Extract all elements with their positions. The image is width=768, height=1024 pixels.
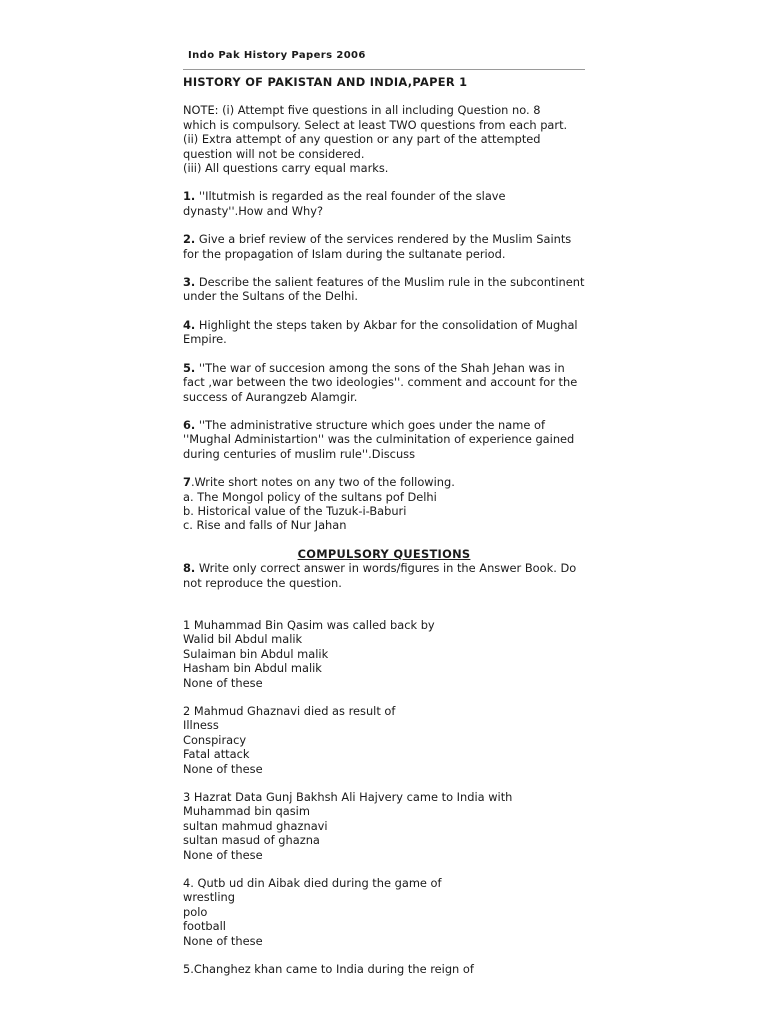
note-line: NOTE: (i) Attempt five questions in all including Question no. 8 xyxy=(183,103,541,118)
question-number: 6. xyxy=(183,417,196,432)
note-line: question will not be considered. xyxy=(183,146,365,161)
note-line: which is compulsory. Select at least TWO questions from each part. xyxy=(183,117,568,132)
question-6 xyxy=(183,418,585,461)
mcq-option: Hasham bin Abdul malik xyxy=(183,661,322,676)
paper-title: HISTORY OF PAKISTAN AND INDIA,PAPER 1 xyxy=(183,75,468,89)
question-number: 2. xyxy=(183,232,196,247)
mcq-option: None of these xyxy=(183,761,263,776)
option: c. Rise and falls of Nur Jahan xyxy=(183,518,347,533)
question-2 xyxy=(183,232,585,261)
mcq-option: football xyxy=(183,919,226,934)
question-text: Describe the salient features of the Muslim rule in the subcontinent under the Sultans of the Delhi. xyxy=(183,275,585,304)
question-number: 5. xyxy=(183,360,196,375)
document-body xyxy=(183,75,585,977)
question-text: .Write short notes on any two of the following. xyxy=(190,475,455,490)
mcq-question: 5.Changhez khan came to India during the reign of xyxy=(183,962,474,977)
question-5 xyxy=(183,361,585,404)
mcq-3 xyxy=(183,790,585,862)
mcq-question: 4. Qutb ud din Aibak died during the game of xyxy=(183,876,442,891)
question-number: 7 xyxy=(183,475,191,490)
note-line: (iii) All questions carry equal marks. xyxy=(183,161,389,176)
mcq-2 xyxy=(183,704,585,776)
question-8 xyxy=(183,561,585,590)
question-text: ''The administrative structure which goes under the name of ''Mughal Administartion'' was the culminitation of experience gained during centuries of muslim rule''.Discuss xyxy=(183,417,575,461)
mcq-question: 2 Mahmud Ghaznavi died as result of xyxy=(183,704,396,718)
mcq-5 xyxy=(183,962,585,976)
option: a. The Mongol policy of the sultans pof Delhi xyxy=(183,489,437,504)
mcq-option: None of these xyxy=(183,675,263,690)
mcq-option: Walid bil Abdul malik xyxy=(183,632,303,647)
note-line: (ii) Extra attempt of any question or any part of the attempted xyxy=(183,132,541,147)
question-3 xyxy=(183,275,585,304)
question-text: Highlight the steps taken by Akbar for the consolidation of Mughal Empire. xyxy=(183,317,578,347)
question-number: 4. xyxy=(183,317,196,332)
question-text: ''The war of succesion among the sons of the Shah Jehan was in fact ,war between the two ideologies''. comment and account for the success of Aurangzeb Alamgir. xyxy=(183,360,578,404)
mcq-option: Muhammad bin qasim xyxy=(183,804,310,819)
mcq-option: None of these xyxy=(183,933,263,948)
mcq-option: Illness xyxy=(183,718,219,733)
question-text: Give a brief review of the services rendered by the Muslim Saints for the propagation of Islam during the sultanate period. xyxy=(183,232,572,261)
mcq-option: Fatal attack xyxy=(183,747,250,762)
question-7 xyxy=(183,475,585,533)
instructions-note xyxy=(183,103,585,175)
question-number: 1. xyxy=(183,189,196,204)
mcq-option: Conspiracy xyxy=(183,732,247,747)
mcq-option: Sulaiman bin Abdul malik xyxy=(183,646,329,661)
question-1 xyxy=(183,189,585,218)
question-4 xyxy=(183,318,585,347)
mcq-1 xyxy=(183,618,585,690)
mcq-option: None of these xyxy=(183,847,263,862)
mcq-4 xyxy=(183,876,585,948)
mcq-option: polo xyxy=(183,904,208,919)
page-header: Indo Pak History Papers 2006 xyxy=(188,50,366,61)
option: b. Historical value of the Tuzuk-i-Baburi xyxy=(183,503,407,518)
question-7-options xyxy=(183,490,585,533)
mcq-option: wrestling xyxy=(183,890,235,905)
compulsory-heading: COMPULSORY QUESTIONS xyxy=(297,546,471,561)
mcq-option: sultan mahmud ghaznavi xyxy=(183,818,328,833)
mcq-question: 1 Muhammad Bin Qasim was called back by xyxy=(183,617,435,632)
mcq-option: sultan masud of ghazna xyxy=(183,833,320,848)
question-number: 3. xyxy=(183,275,196,290)
question-number: 8. xyxy=(183,561,196,576)
header-divider xyxy=(183,69,585,70)
mcq-question: 3 Hazrat Data Gunj Bakhsh Ali Hajvery came to India with xyxy=(183,790,513,805)
question-text: ''Iltutmish is regarded as the real founder of the slave dynasty''.How and Why? xyxy=(183,189,506,218)
question-text: Write only correct answer in words/figures in the Answer Book. Do not reproduce the question. xyxy=(183,561,577,590)
